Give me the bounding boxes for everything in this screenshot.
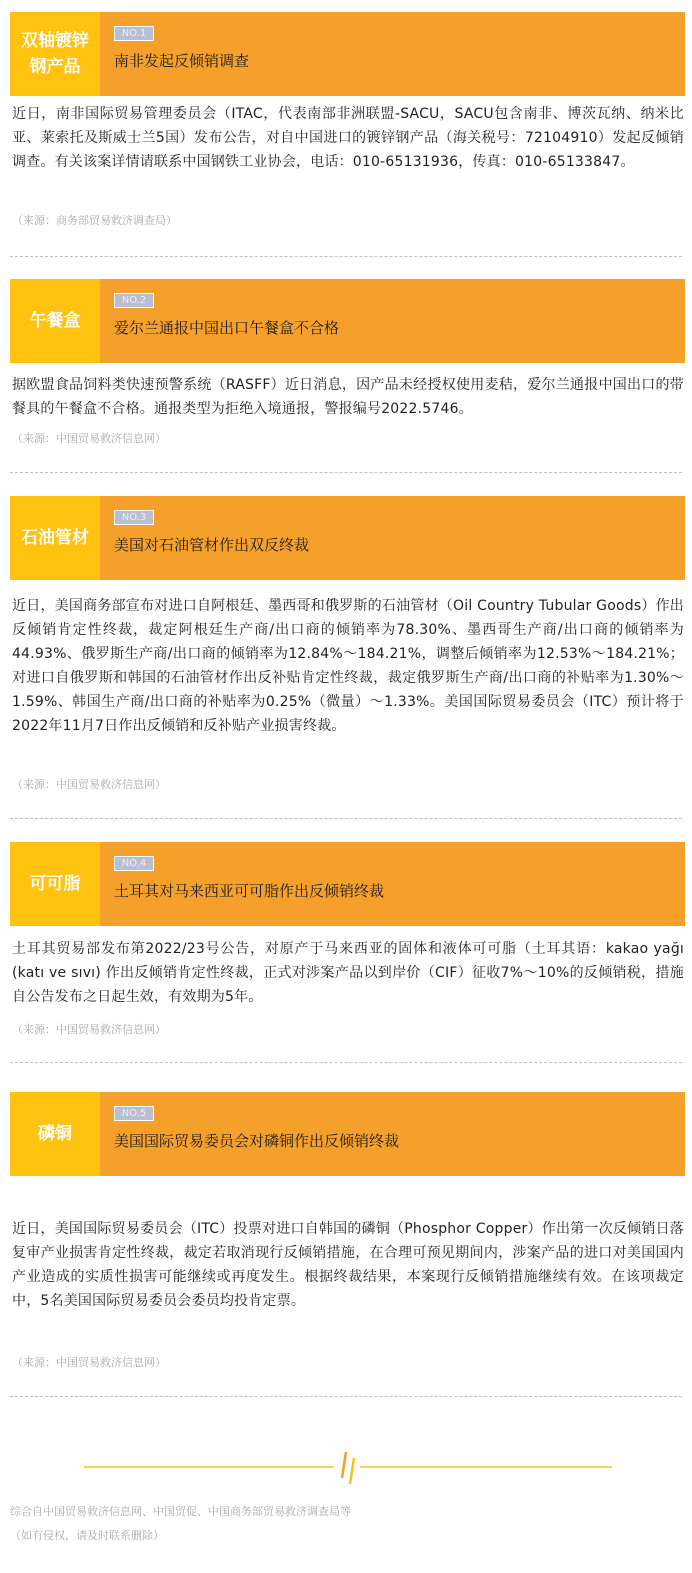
headline: 美国对石油管材作出双反终裁 (114, 536, 310, 554)
source-note: （来源：中国贸易救济信息网） (12, 1023, 166, 1036)
news-header-4 (10, 842, 685, 926)
news-header-1 (10, 12, 685, 96)
headline: 土耳其对马来西亚可可脂作出反倾销终裁 (114, 882, 385, 900)
footer-credits: 综合自中国贸易救济信息网、中国贸促、中国商务部贸易救济调查局等 (10, 1505, 351, 1518)
headline: 美国国际贸易委员会对磷铜作出反倾销终裁 (114, 1132, 400, 1150)
item-number-badge: NO.2 (114, 293, 154, 308)
divider (10, 472, 682, 473)
item-number-badge: NO.5 (114, 1106, 154, 1121)
source-note: （来源：商务部贸易救济调查局） (12, 214, 177, 227)
footer-disclaimer: （如有侵权，请及时联系删除） (10, 1529, 164, 1542)
headline: 南非发起反倾销调查 (114, 52, 250, 70)
category-tag: 可可脂 (10, 842, 100, 926)
category-tag: 磷铜 (10, 1092, 100, 1176)
news-body: 近日，美国商务部宣布对进口自阿根廷、墨西哥和俄罗斯的石油管材（Oil Country Tubular Goods）作出反倾销肯定性终裁，裁定阿根廷生产商/出口商的倾销率为78.30%、墨西哥生产商/出口商的倾销率为44.93%、俄罗斯生产商/出口商的倾销率为12.84%～184.21%，调整后倾销率为12.53%～184.21%；对进口自俄罗斯和韩国的石油管材作出反补贴肯定性终裁，裁定俄罗斯生产商/出口商的补贴率为1.30%～1.59%、韩国生产商/出口商的补贴率为0.25%（微量）～1.33%。美国国际贸易委员会（ITC）预计将于2022年11月7日作出反倾销和反补贴产业损害终裁。 (12, 598, 684, 734)
source-note: （来源：中国贸易救济信息网） (12, 432, 166, 445)
headline-bar (100, 12, 685, 96)
source-note: （来源：中国贸易救济信息网） (12, 1356, 166, 1369)
source-note: （来源：中国贸易救济信息网） (12, 778, 166, 791)
news-body: 近日，南非国际贸易管理委员会（ITAC，代表南部非洲联盟-SACU，SACU包含南非、博茨瓦纳、纳米比亚、莱索托及斯威士兰5国）发布公告，对自中国进口的镀锌钢产品（海关税号：72104910）发起反倾销调查。有关该案详情请联系中国钢铁工业协会，电话：010-65131936，传真：010-65133847。 (12, 106, 684, 170)
category-tag: 双轴镀锌钢产品 (10, 12, 100, 96)
divider (10, 1396, 682, 1397)
item-number-badge: NO.3 (114, 510, 154, 525)
news-header-2 (10, 279, 685, 363)
divider (10, 818, 682, 819)
headline-bar (100, 1092, 685, 1176)
headline-bar (100, 842, 685, 926)
news-body: 近日，美国国际贸易委员会（ITC）投票对进口自韩国的磷铜（Phosphor Copper）作出第一次反倾销日落复审产业损害肯定性终裁，裁定若取消现行反倾销措施，在合理可预见期间内，涉案产品的进口对美国国内产业造成的实质性损害可能继续或再度发生。根据终裁结果，本案现行反倾销措施继续有效。在该项裁定中，5名美国国际贸易委员会委员均投肯定票。 (12, 1221, 684, 1309)
item-number-badge: NO.1 (114, 26, 154, 41)
end-divider-ornament (84, 1448, 612, 1488)
item-number-badge: NO.4 (114, 856, 154, 871)
ornament-slash-left (342, 1452, 346, 1478)
category-tag: 石油管材 (10, 496, 100, 580)
divider (10, 1062, 682, 1063)
news-body: 土耳其贸易部发布第2022/23号公告，对原产于马来西亚的固体和液体可可脂（土耳其语：kakao yağı (katı ve sıvı) 作出反倾销肯定性终裁，正式对涉案产品以到岸价（CIF）征收7%～10%的反倾销税，措施自公告发布之日起生效，有效期为5年。 (12, 941, 684, 1005)
headline-bar (100, 279, 685, 363)
headline-bar (100, 496, 685, 580)
ornament-slash-right (350, 1458, 354, 1484)
news-header-5 (10, 1092, 685, 1176)
divider (10, 256, 682, 257)
news-body: 据欧盟食品饲料类快速预警系统（RASFF）近日消息，因产品未经授权使用麦秸，爱尔兰通报中国出口的带餐具的午餐盒不合格。通报类型为拒绝入境通报，警报编号2022.5746。 (12, 377, 684, 417)
category-tag: 午餐盒 (10, 279, 100, 363)
news-header-3 (10, 496, 685, 580)
headline: 爱尔兰通报中国出口午餐盒不合格 (114, 319, 340, 337)
